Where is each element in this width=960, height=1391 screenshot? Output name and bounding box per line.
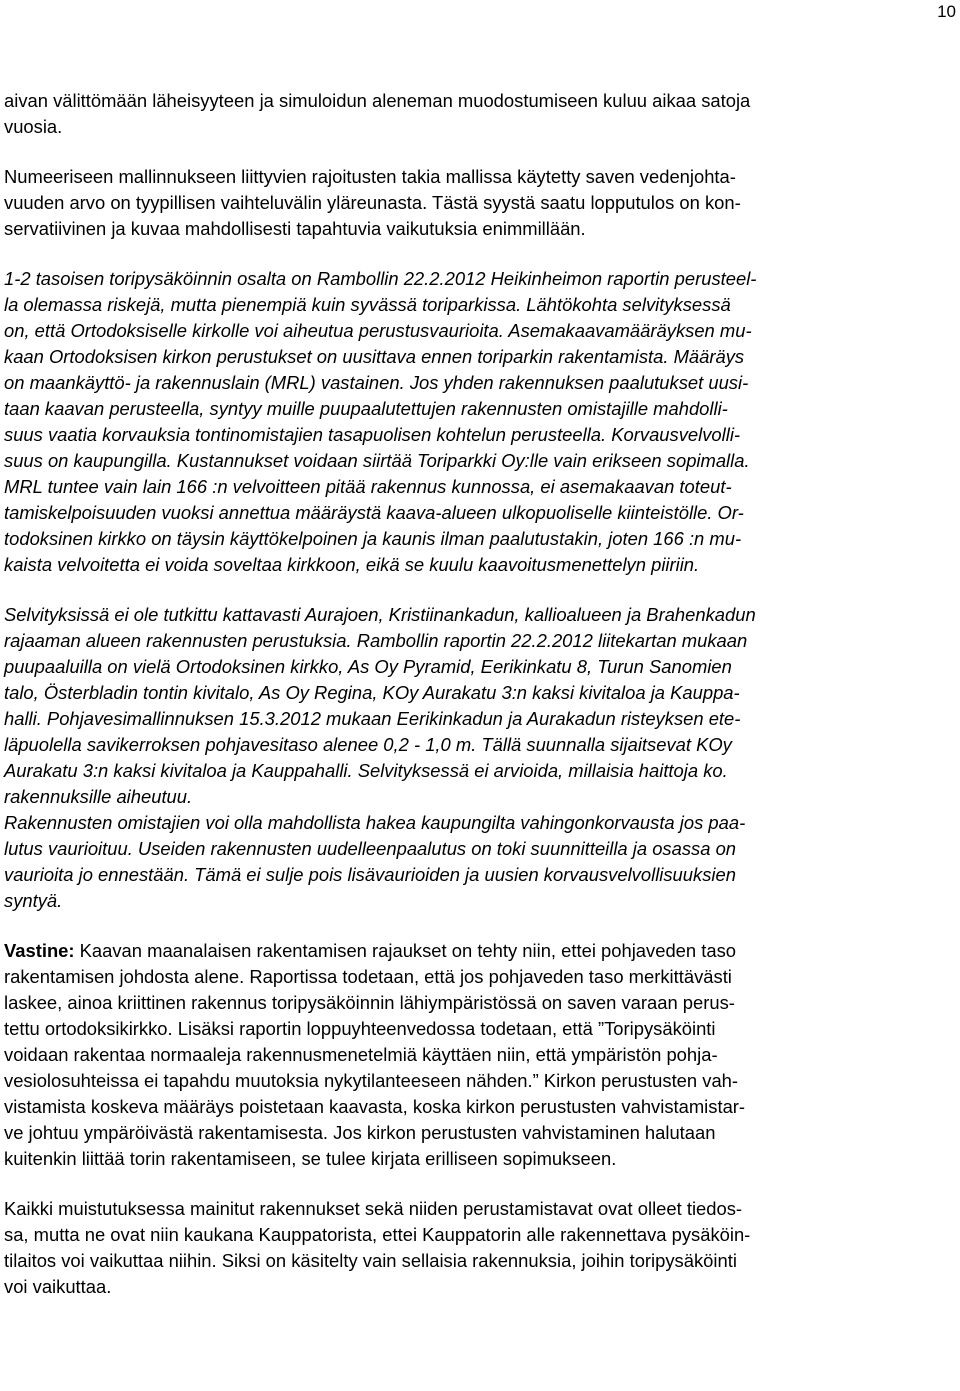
text-line: suus on kaupungilla. Kustannukset voidaan siirtää Toriparkki Oy:lle vain erikseen sopimalla. [4, 450, 750, 471]
text-line: MRL tuntee vain lain 166 :n velvoitteen pitää rakennus kunnossa, ei asemakaavan toteut- [4, 476, 732, 497]
text-line: lutus vaurioituu. Useiden rakennusten uudelleenpaalutus on toki suunnitteilla ja osassa on [4, 838, 737, 859]
text-line: puupaaluilla on vielä Ortodoksinen kirkko, As Oy Pyramid, Eerikinkatu 8, Turun Sanomien [4, 656, 732, 677]
response-label: Vastine: [4, 940, 75, 961]
text-line: la olemassa riskejä, mutta pienempiä kuin syvässä toriparkissa. Lähtökohta selvityksessä [4, 294, 731, 315]
text-line: servatiivinen ja kuvaa mahdollisesti tapahtuvia vaikutuksia enimmillään. [4, 218, 586, 239]
text-line: kuitenkin liittää torin rakentamiseen, se tulee kirjata erilliseen sopimukseen. [4, 1148, 617, 1169]
text-line: taan kaavan perusteella, syntyy muille puupaalutettujen rakennusten omistajille mahdolli- [4, 398, 728, 419]
text-line: Numeeriseen mallinnukseen liittyvien rajoitusten takia mallissa käytetty saven vedenjohta- [4, 166, 736, 187]
paragraph-3-quoted-objection [4, 266, 952, 578]
page-number: 10 [937, 2, 956, 21]
response-text: Kaavan maanalaisen rakentamisen rajaukset on tehty niin, ettei pohjaveden taso [74, 940, 736, 961]
text-line: vesiolosuhteissa ei tapahdu muutoksia nykytilanteeseen nähden.” Kirkon perustusten vah- [4, 1070, 739, 1091]
text-line: voi vaikuttaa. [4, 1276, 112, 1297]
text-line: tamiskelpoisuuden vuoksi annettua määräystä kaava-alueen ulkopuoliselle kiinteistölle. Or- [4, 502, 744, 523]
text-line: voidaan rakentaa normaaleja rakennusmenetelmiä käyttäen niin, että ympäristön pohja- [4, 1044, 718, 1065]
text-line: halli. Pohjavesimallinnuksen 15.3.2012 mukaan Eerikinkadun ja Aurakadun risteyksen ete- [4, 708, 741, 729]
text-line: on, että Ortodoksiselle kirkolle voi aiheutua perustusvaurioita. Asemakaavamääräyksen mu- [4, 320, 752, 341]
text-line: laskee, ainoa kriittinen rakennus toripysäköinnin lähiympäristössä on saven varaan perus- [4, 992, 735, 1013]
text-line: Aurakatu 3:n kaksi kivitaloa ja Kauppahalli. Selvityksessä ei arvioida, millaisia haittoja ko. [4, 760, 728, 781]
text-line: sa, mutta ne ovat niin kaukana Kauppatorista, ettei Kauppatorin alle rakennettava pysäköin- [4, 1224, 751, 1245]
text-line: todoksinen kirkko on täysin käyttökelpoinen ja kaunis ilman paalutustakin, joten 166 :n mu- [4, 528, 742, 549]
text-line: ve johtuu ympäröivästä rakentamisesta. Jos kirkon perustusten vahvistaminen halutaan [4, 1122, 716, 1143]
paragraph-1 [4, 88, 952, 140]
text-line: suus vaatia korvauksia tontinomistajien tasapuolisen kohtelun perusteella. Korvausvelvolli- [4, 424, 741, 445]
text-line: rajaaman alueen rakennusten perustuksia. Rambollin raportin 22.2.2012 liitekartan mukaan [4, 630, 748, 651]
text-line: aivan välittömään läheisyyteen ja simuloidun aleneman muodostumiseen kuluu aikaa satoja [4, 90, 751, 111]
text-line: vuuden arvo on tyypillisen vaihteluvälin yläreunasta. Tästä syystä saatu lopputulos on kon- [4, 192, 741, 213]
text-line: syntyä. [4, 890, 63, 911]
paragraph-6-response [4, 938, 952, 1172]
text-line: kaan Ortodoksisen kirkon perustukset on uusittava ennen toriparkin rakentamista. Määräys [4, 346, 745, 367]
text-line: on maankäyttö- ja rakennuslain (MRL) vastainen. Jos yhden rakennuksen paalutukset uusi- [4, 372, 749, 393]
text-line: Kaikki muistutuksessa mainitut rakennukset sekä niiden perustamistavat ovat olleet tiedos- [4, 1198, 743, 1219]
text-line: talo, Österbladin tontin kivitalo, As Oy Regina, KOy Aurakatu 3:n kaksi kivitaloa ja Kauppa- [4, 682, 740, 703]
text-line: tilaitos voi vaikuttaa niihin. Siksi on käsitelty vain sellaisia rakennuksia, joihin toripysäköinti [4, 1250, 737, 1271]
text-line: kaista velvoitetta ei voida soveltaa kirkkoon, eikä se kuulu kaavoitusmenettelyn piiriin. [4, 554, 700, 575]
text-line: vistamista koskeva määräys poistetaan kaavasta, koska kirkon perustusten vahvistamistar- [4, 1096, 746, 1117]
text-line: rakentamisen johdosta alene. Raportissa todetaan, että jos pohjaveden taso merkittävästi [4, 966, 732, 987]
text-line: läpuolella savikerroksen pohjavesitaso alenee 0,2 - 1,0 m. Tällä suunnalla sijaitsevat KOy [4, 734, 732, 755]
text-line: Rakennusten omistajien voi olla mahdollista hakea kaupungilta vahingonkorvausta jos paa- [4, 812, 746, 833]
text-line: 1-2 tasoisen toripysäköinnin osalta on Rambollin 22.2.2012 Heikinheimon raportin perusteel- [4, 268, 757, 289]
text-line: tettu ortodoksikirkko. Lisäksi raportin loppuyhteenvedossa todetaan, että ”Toripysäköinti [4, 1018, 716, 1039]
paragraph-5-quoted-objection [4, 810, 952, 914]
text-line: Selvityksissä ei ole tutkittu kattavasti Aurajoen, Kristiinankadun, kallioalueen ja Brahenkadun [4, 604, 756, 625]
text-line: vaurioita jo ennestään. Tämä ei sulje pois lisävaurioiden ja uusien korvausvelvollisuuksien [4, 864, 736, 885]
text-line: rakennuksille aiheutuu. [4, 786, 193, 807]
text-line [4, 938, 952, 964]
paragraph-2 [4, 164, 952, 242]
paragraph-7-response [4, 1196, 952, 1300]
paragraph-4-quoted-objection [4, 602, 952, 810]
text-line: vuosia. [4, 116, 63, 137]
document-body [4, 88, 952, 1300]
